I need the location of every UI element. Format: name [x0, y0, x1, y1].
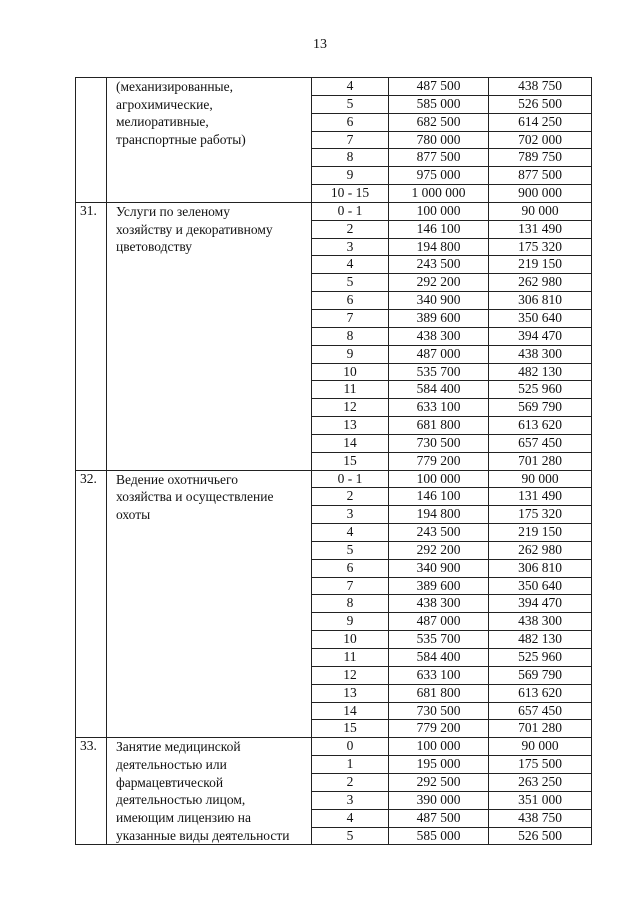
service-name-line: Услуги по зеленому [116, 203, 230, 219]
service-name [107, 78, 312, 203]
tariff-table-body [76, 78, 592, 845]
employee-count-cell: 10 [312, 631, 389, 649]
discounted-amount-cell: 877 500 [489, 167, 592, 185]
discounted-amount-cell: 219 150 [489, 524, 592, 542]
service-name-line: фармацевтической [116, 774, 224, 790]
item-number: 32. [76, 470, 107, 738]
amount-cell: 340 900 [389, 292, 489, 310]
amount-cell: 780 000 [389, 131, 489, 149]
employee-count-cell: 2 [312, 220, 389, 238]
service-name-line: цветоводству [116, 239, 193, 255]
service-name [107, 738, 312, 845]
employee-count-cell: 8 [312, 595, 389, 613]
discounted-amount-cell: 351 000 [489, 791, 592, 809]
discounted-amount-cell: 438 300 [489, 345, 592, 363]
employee-count-cell: 6 [312, 559, 389, 577]
discounted-amount-cell: 701 280 [489, 452, 592, 470]
service-name-line: указанные виды деятельности [116, 827, 290, 843]
employee-count-cell: 8 [312, 327, 389, 345]
discounted-amount-cell: 175 500 [489, 756, 592, 774]
employee-count-cell: 3 [312, 238, 389, 256]
service-name-line: Занятие медицинской [116, 739, 241, 755]
discounted-amount-cell: 701 280 [489, 720, 592, 738]
employee-count-cell: 4 [312, 78, 389, 96]
discounted-amount-cell: 657 450 [489, 702, 592, 720]
service-name-line: (механизированные, [116, 79, 233, 94]
table-row [76, 738, 592, 756]
employee-count-cell: 4 [312, 524, 389, 542]
discounted-amount-cell: 350 640 [489, 309, 592, 327]
amount-cell: 340 900 [389, 559, 489, 577]
amount-cell: 292 200 [389, 274, 489, 292]
item-number: 31. [76, 202, 107, 470]
amount-cell: 194 800 [389, 506, 489, 524]
discounted-amount-cell: 306 810 [489, 292, 592, 310]
employee-count-cell: 6 [312, 292, 389, 310]
discounted-amount-cell: 438 750 [489, 78, 592, 96]
amount-cell: 487 000 [389, 345, 489, 363]
amount-cell: 877 500 [389, 149, 489, 167]
service-name-line: деятельностью или [116, 756, 227, 772]
employee-count-cell: 15 [312, 720, 389, 738]
amount-cell: 243 500 [389, 256, 489, 274]
amount-cell: 195 000 [389, 756, 489, 774]
employee-count-cell: 7 [312, 309, 389, 327]
employee-count-cell: 3 [312, 506, 389, 524]
discounted-amount-cell: 219 150 [489, 256, 592, 274]
discounted-amount-cell: 438 300 [489, 613, 592, 631]
amount-cell: 633 100 [389, 666, 489, 684]
amount-cell: 730 500 [389, 702, 489, 720]
employee-count-cell: 8 [312, 149, 389, 167]
amount-cell: 100 000 [389, 738, 489, 756]
amount-cell: 535 700 [389, 363, 489, 381]
amount-cell: 584 400 [389, 381, 489, 399]
amount-cell: 681 800 [389, 417, 489, 435]
service-name-line: хозяйства и осуществление [116, 489, 274, 505]
employee-count-cell: 14 [312, 434, 389, 452]
discounted-amount-cell: 350 640 [489, 577, 592, 595]
amount-cell: 438 300 [389, 327, 489, 345]
amount-cell: 584 400 [389, 649, 489, 667]
employee-count-cell: 15 [312, 452, 389, 470]
employee-count-cell: 3 [312, 791, 389, 809]
discounted-amount-cell: 569 790 [489, 666, 592, 684]
amount-cell: 779 200 [389, 720, 489, 738]
discounted-amount-cell: 262 980 [489, 541, 592, 559]
employee-count-cell: 14 [312, 702, 389, 720]
service-name-line: имеющим лицензию на [116, 810, 252, 826]
employee-count-cell: 13 [312, 417, 389, 435]
employee-count-cell: 2 [312, 773, 389, 791]
service-name [107, 202, 312, 470]
discounted-amount-cell: 526 500 [489, 827, 592, 845]
amount-cell: 681 800 [389, 684, 489, 702]
discounted-amount-cell: 90 000 [489, 470, 592, 488]
discounted-amount-cell: 262 980 [489, 274, 592, 292]
discounted-amount-cell: 702 000 [489, 131, 592, 149]
employee-count-cell: 7 [312, 577, 389, 595]
amount-cell: 487 000 [389, 613, 489, 631]
amount-cell: 730 500 [389, 434, 489, 452]
service-name-line: охоты [116, 506, 151, 522]
amount-cell: 389 600 [389, 309, 489, 327]
amount-cell: 292 200 [389, 541, 489, 559]
table-row [76, 202, 592, 220]
amount-cell: 585 000 [389, 827, 489, 845]
discounted-amount-cell: 482 130 [489, 363, 592, 381]
page-number: 13 [313, 37, 327, 52]
employee-count-cell: 1 [312, 756, 389, 774]
discounted-amount-cell: 263 250 [489, 773, 592, 791]
employee-count-cell: 0 - 1 [312, 202, 389, 220]
employee-count-cell: 12 [312, 666, 389, 684]
discounted-amount-cell: 175 320 [489, 506, 592, 524]
amount-cell: 438 300 [389, 595, 489, 613]
employee-count-cell: 0 - 1 [312, 470, 389, 488]
discounted-amount-cell: 525 960 [489, 381, 592, 399]
amount-cell: 243 500 [389, 524, 489, 542]
discounted-amount-cell: 789 750 [489, 149, 592, 167]
service-name-line: хозяйству и декоративному [116, 221, 273, 237]
service-name-line: агрохимические, [116, 96, 213, 112]
service-name [107, 470, 312, 738]
amount-cell: 779 200 [389, 452, 489, 470]
employee-count-cell: 0 [312, 738, 389, 756]
discounted-amount-cell: 306 810 [489, 559, 592, 577]
amount-cell: 100 000 [389, 202, 489, 220]
discounted-amount-cell: 131 490 [489, 220, 592, 238]
employee-count-cell: 5 [312, 274, 389, 292]
employee-count-cell: 10 [312, 363, 389, 381]
discounted-amount-cell: 131 490 [489, 488, 592, 506]
employee-count-cell: 2 [312, 488, 389, 506]
discounted-amount-cell: 569 790 [489, 399, 592, 417]
employee-count-cell: 7 [312, 131, 389, 149]
employee-count-cell: 11 [312, 649, 389, 667]
employee-count-cell: 9 [312, 167, 389, 185]
service-name-line: деятельностью лицом, [116, 792, 246, 808]
discounted-amount-cell: 526 500 [489, 95, 592, 113]
amount-cell: 292 500 [389, 773, 489, 791]
amount-cell: 585 000 [389, 95, 489, 113]
amount-cell: 535 700 [389, 631, 489, 649]
employee-count-cell: 12 [312, 399, 389, 417]
discounted-amount-cell: 175 320 [489, 238, 592, 256]
service-name-line: Ведение охотничьего [116, 471, 238, 487]
amount-cell: 1 000 000 [389, 185, 489, 203]
amount-cell: 146 100 [389, 220, 489, 238]
service-name-line: мелиоративные, [116, 114, 209, 130]
discounted-amount-cell: 438 750 [489, 809, 592, 827]
discounted-amount-cell: 525 960 [489, 649, 592, 667]
amount-cell: 487 500 [389, 809, 489, 827]
employee-count-cell: 4 [312, 809, 389, 827]
amount-cell: 633 100 [389, 399, 489, 417]
table-row [76, 470, 592, 488]
discounted-amount-cell: 90 000 [489, 738, 592, 756]
amount-cell: 487 500 [389, 78, 489, 96]
discounted-amount-cell: 394 470 [489, 595, 592, 613]
employee-count-cell: 9 [312, 345, 389, 363]
amount-cell: 100 000 [389, 470, 489, 488]
tariff-table [75, 77, 592, 845]
employee-count-cell: 13 [312, 684, 389, 702]
amount-cell: 682 500 [389, 113, 489, 131]
discounted-amount-cell: 90 000 [489, 202, 592, 220]
discounted-amount-cell: 482 130 [489, 631, 592, 649]
employee-count-cell: 5 [312, 827, 389, 845]
discounted-amount-cell: 657 450 [489, 434, 592, 452]
table-row [76, 78, 592, 96]
employee-count-cell: 11 [312, 381, 389, 399]
amount-cell: 389 600 [389, 577, 489, 595]
employee-count-cell: 5 [312, 541, 389, 559]
discounted-amount-cell: 613 620 [489, 684, 592, 702]
employee-count-cell: 9 [312, 613, 389, 631]
employee-count-cell: 10 - 15 [312, 185, 389, 203]
employee-count-cell: 6 [312, 113, 389, 131]
employee-count-cell: 5 [312, 95, 389, 113]
amount-cell: 390 000 [389, 791, 489, 809]
discounted-amount-cell: 900 000 [489, 185, 592, 203]
amount-cell: 146 100 [389, 488, 489, 506]
amount-cell: 975 000 [389, 167, 489, 185]
item-number: 33. [76, 738, 107, 845]
discounted-amount-cell: 613 620 [489, 417, 592, 435]
amount-cell: 194 800 [389, 238, 489, 256]
employee-count-cell: 4 [312, 256, 389, 274]
item-number [76, 78, 107, 203]
discounted-amount-cell: 614 250 [489, 113, 592, 131]
discounted-amount-cell: 394 470 [489, 327, 592, 345]
service-name-line: транспортные работы) [116, 132, 246, 148]
